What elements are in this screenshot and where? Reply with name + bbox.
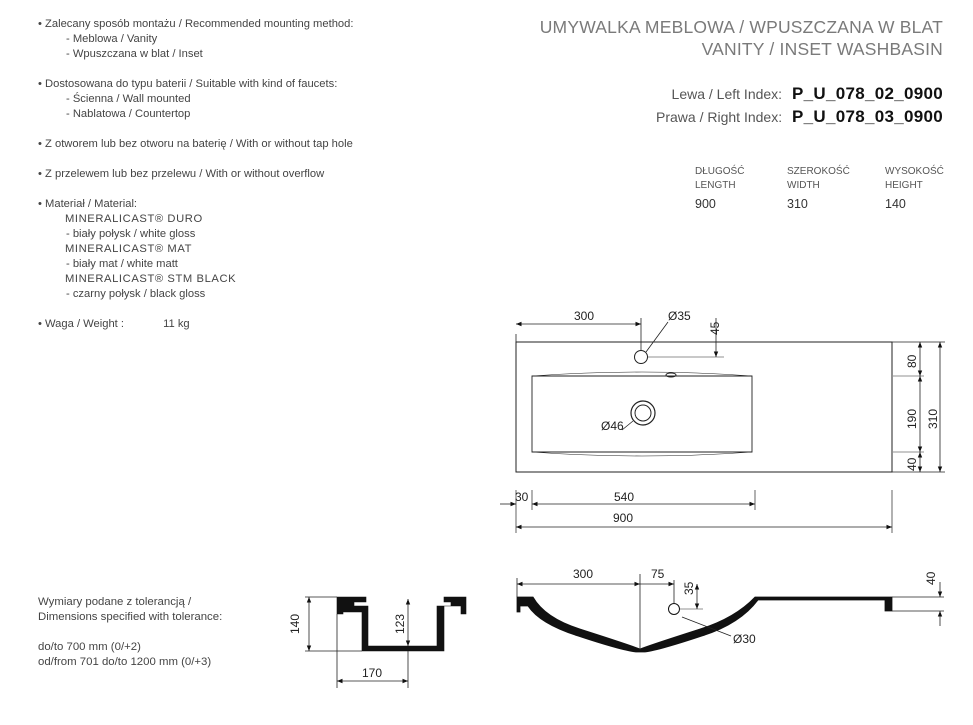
top-view <box>500 318 945 533</box>
dim-label-310: 310 <box>926 408 940 429</box>
dim-label-170: 170 <box>362 666 383 680</box>
front-view <box>517 567 944 652</box>
overflow-note: • Z przelewem lub bez przelewu / With or without overflow <box>38 168 325 180</box>
tolerance-line2: Dimensions specified with tolerance: <box>38 611 223 623</box>
dim-width-value: 310 <box>787 197 808 211</box>
faucet-option-countertop: - Nablatowa / Countertop <box>66 108 191 120</box>
material-duro-finish: - biały połysk / white gloss <box>66 228 196 240</box>
mounting-title: • Zalecany sposób montażu / Recommended mounting method: <box>38 18 354 30</box>
dim-label-45: 45 <box>708 321 722 335</box>
material-stm-black-finish: - czarny połysk / black gloss <box>66 288 206 300</box>
top-view-outline <box>516 342 892 472</box>
dim-length-pl: DŁUGOŚĆ <box>695 166 745 177</box>
dim-label-300-top: 300 <box>574 309 595 323</box>
dim-label-40: 40 <box>905 457 919 471</box>
dim-label-30: 30 <box>515 490 529 504</box>
dim-label-d46: Ø46 <box>601 419 624 433</box>
dim-height-value: 140 <box>885 197 906 211</box>
top-view-labels <box>515 309 940 525</box>
dim-height-pl: WYSOKOŚĆ <box>885 166 944 177</box>
product-title-line2: VANITY / INSET WASHBASIN <box>701 39 943 59</box>
dim-label-900: 900 <box>613 511 634 525</box>
tap-hole-note: • Z otworem lub bez otworu na baterię / With or without tap hole <box>38 138 353 150</box>
index-right-code: P_U_078_03_0900 <box>791 106 943 126</box>
material-title: • Materiał / Material: <box>38 198 138 210</box>
dim-length-value: 900 <box>695 197 716 211</box>
dim-label-540: 540 <box>614 490 635 504</box>
dim-label-75: 75 <box>651 567 665 581</box>
dim-label-d30: Ø30 <box>733 632 756 646</box>
mounting-option-inset: - Wpuszczana w blat / Inset <box>66 48 203 60</box>
material-stm-black: MINERALICAST® STM BLACK <box>65 273 237 285</box>
side-view <box>288 597 466 688</box>
dim-label-40-front: 40 <box>924 571 938 585</box>
tolerance-line4: od/from 701 do/to 1200 mm (0/+3) <box>38 656 212 668</box>
dim-label-d35: Ø35 <box>668 309 691 323</box>
dim-length-en: LENGTH <box>695 179 736 191</box>
weight-label: • Waga / Weight : <box>38 318 124 330</box>
front-view-section <box>517 597 892 652</box>
overflow-hole <box>669 604 680 615</box>
dim-height-en: HEIGHT <box>885 179 923 191</box>
dim-width-en: WIDTH <box>787 179 820 191</box>
tolerance-line1: Wymiary podane z tolerancją / <box>38 596 192 608</box>
faucet-option-wall: - Ścienna / Wall mounted <box>66 93 191 105</box>
dim-label-123: 123 <box>393 613 407 634</box>
dim-label-300-front: 300 <box>573 567 594 581</box>
index-right-label: Prawa / Right Index: <box>656 108 783 125</box>
product-title-line1: UMYWALKA MEBLOWA / WPUSZCZANA W BLAT <box>539 17 943 37</box>
index-left-label: Lewa / Left Index: <box>671 86 783 102</box>
dim-label-190: 190 <box>905 408 919 429</box>
dim-width-pl: SZEROKOŚĆ <box>787 166 850 177</box>
dim-label-80: 80 <box>905 354 919 368</box>
top-view-bowl <box>532 376 752 452</box>
tolerance-line3: do/to 700 mm (0/+2) <box>38 641 141 653</box>
tap-hole <box>635 351 648 364</box>
dim-label-35: 35 <box>682 581 696 595</box>
weight-value: 11 kg <box>163 318 190 330</box>
material-mat-finish: - biały mat / white matt <box>66 258 178 270</box>
index-left-code: P_U_078_02_0900 <box>791 84 943 103</box>
dim-label-140: 140 <box>288 613 302 634</box>
material-duro: MINERALICAST® DURO <box>65 213 203 225</box>
material-mat: MINERALICAST® MAT <box>65 243 193 255</box>
mounting-option-vanity: - Meblowa / Vanity <box>66 33 158 45</box>
faucet-title: • Dostosowana do typu baterii / Suitable with kind of faucets: <box>38 78 338 90</box>
